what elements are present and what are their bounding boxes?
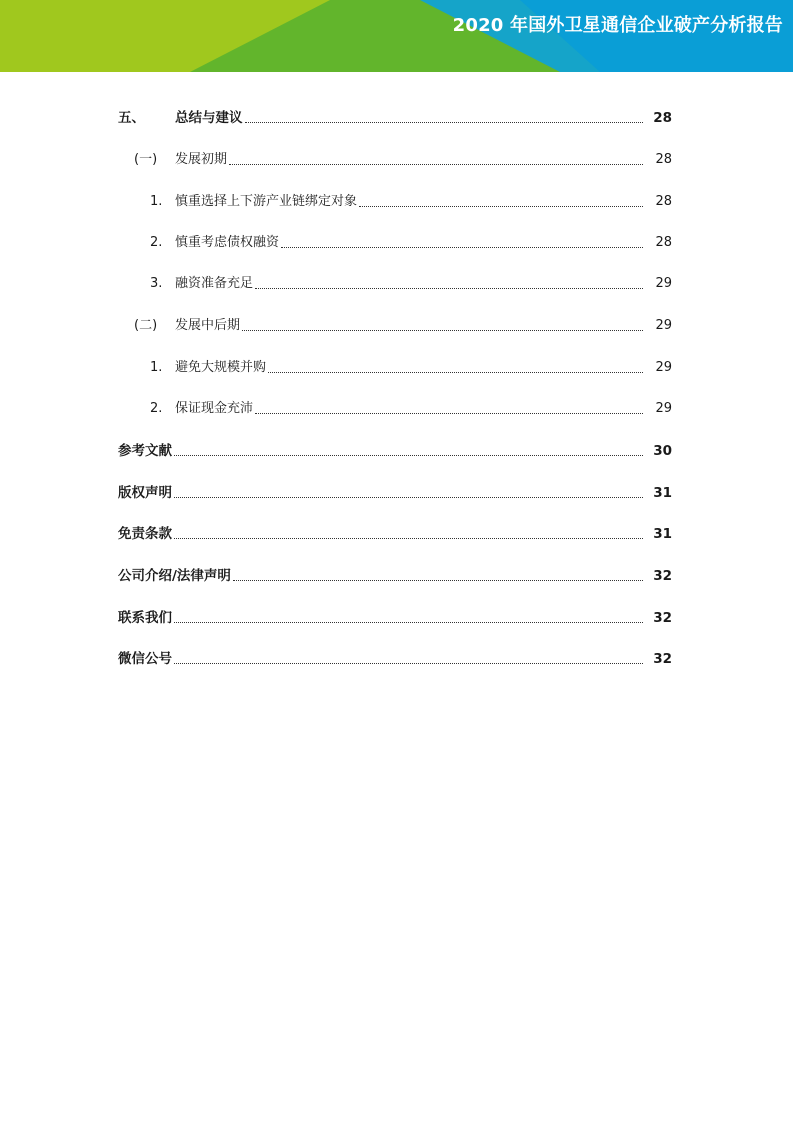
toc-entry-page-number: 32 [653, 610, 672, 626]
toc-dot-leader [255, 394, 643, 414]
toc-entry-title: 微信公号 [118, 651, 172, 667]
toc-entry-title: 融资准备充足 [175, 274, 254, 294]
toc-entry-title: 避免大规模并购 [175, 358, 267, 378]
toc-entry-page-number: 28 [653, 110, 672, 126]
toc-entry[interactable] [0, 483, 793, 503]
toc-entry[interactable] [0, 192, 793, 212]
toc-entry[interactable] [0, 649, 793, 669]
toc-entry-title: 免责条款 [118, 526, 172, 542]
toc-entry-title: 发展初期 [175, 150, 228, 170]
page-header [0, 0, 793, 72]
toc-entry-number: 1. [150, 194, 163, 209]
toc-dot-leader [174, 478, 643, 498]
toc-entry-title: 联系我们 [118, 610, 172, 626]
toc-entry[interactable] [0, 524, 793, 544]
toc-entry[interactable] [0, 150, 793, 170]
toc-entry-page-number: 29 [655, 401, 672, 416]
toc-dot-leader [233, 561, 643, 581]
toc-entry[interactable] [0, 399, 793, 419]
toc-entry-number: (一) [134, 152, 158, 167]
toc-entry-title: 慎重考虑债权融资 [175, 233, 280, 253]
toc-dot-leader [359, 187, 643, 207]
toc-entry-page-number: 31 [653, 485, 672, 501]
toc-entry-page-number: 28 [655, 152, 672, 167]
toc-entry-number: 3. [150, 276, 163, 291]
toc-dot-leader [174, 644, 643, 664]
toc-entry-page-number: 30 [653, 443, 672, 459]
toc-dot-leader [174, 519, 643, 539]
toc-entry[interactable] [0, 358, 793, 378]
toc-entry-title: 参考文献 [118, 443, 172, 459]
toc-entry-title: 慎重选择上下游产业链绑定对象 [175, 192, 358, 212]
toc-entry[interactable] [0, 441, 793, 461]
toc-entry-title: 总结与建议 [175, 110, 243, 126]
toc-entry[interactable] [0, 316, 793, 336]
toc-entry-number: 2. [150, 401, 163, 416]
toc-entry-title: 保证现金充沛 [175, 399, 254, 419]
toc-entry[interactable] [0, 608, 793, 628]
toc-entry-page-number: 32 [653, 568, 672, 584]
toc-entry-page-number: 29 [655, 360, 672, 375]
toc-entry-number: 1. [150, 360, 163, 375]
toc-dot-leader [174, 436, 643, 456]
toc-entry-title: 发展中后期 [175, 316, 241, 336]
toc-entry[interactable] [0, 274, 793, 294]
toc-entry-number: 五、 [118, 110, 145, 126]
toc-dot-leader [245, 103, 643, 123]
report-title: 2020 年国外卫星通信企业破产分析报告 [452, 15, 783, 36]
toc-entry-title: 版权声明 [118, 485, 172, 501]
toc-entry-page-number: 29 [655, 276, 672, 291]
toc-entry-number: (二) [134, 318, 158, 333]
toc-entry[interactable] [0, 108, 793, 128]
toc-entry[interactable] [0, 566, 793, 586]
toc-entry-title: 公司介绍/法律声明 [118, 568, 231, 584]
toc-dot-leader [229, 145, 643, 165]
toc-dot-leader [174, 603, 643, 623]
toc-dot-leader [281, 228, 643, 248]
toc-entry-page-number: 29 [655, 318, 672, 333]
toc-entry-page-number: 28 [655, 194, 672, 209]
toc-entry-number: 2. [150, 235, 163, 250]
toc-entry[interactable] [0, 233, 793, 253]
toc-dot-leader [242, 311, 643, 331]
toc-entry-page-number: 31 [653, 526, 672, 542]
toc-entry-page-number: 32 [653, 651, 672, 667]
toc-dot-leader [268, 353, 643, 373]
toc-entry-page-number: 28 [655, 235, 672, 250]
toc-dot-leader [255, 269, 643, 289]
